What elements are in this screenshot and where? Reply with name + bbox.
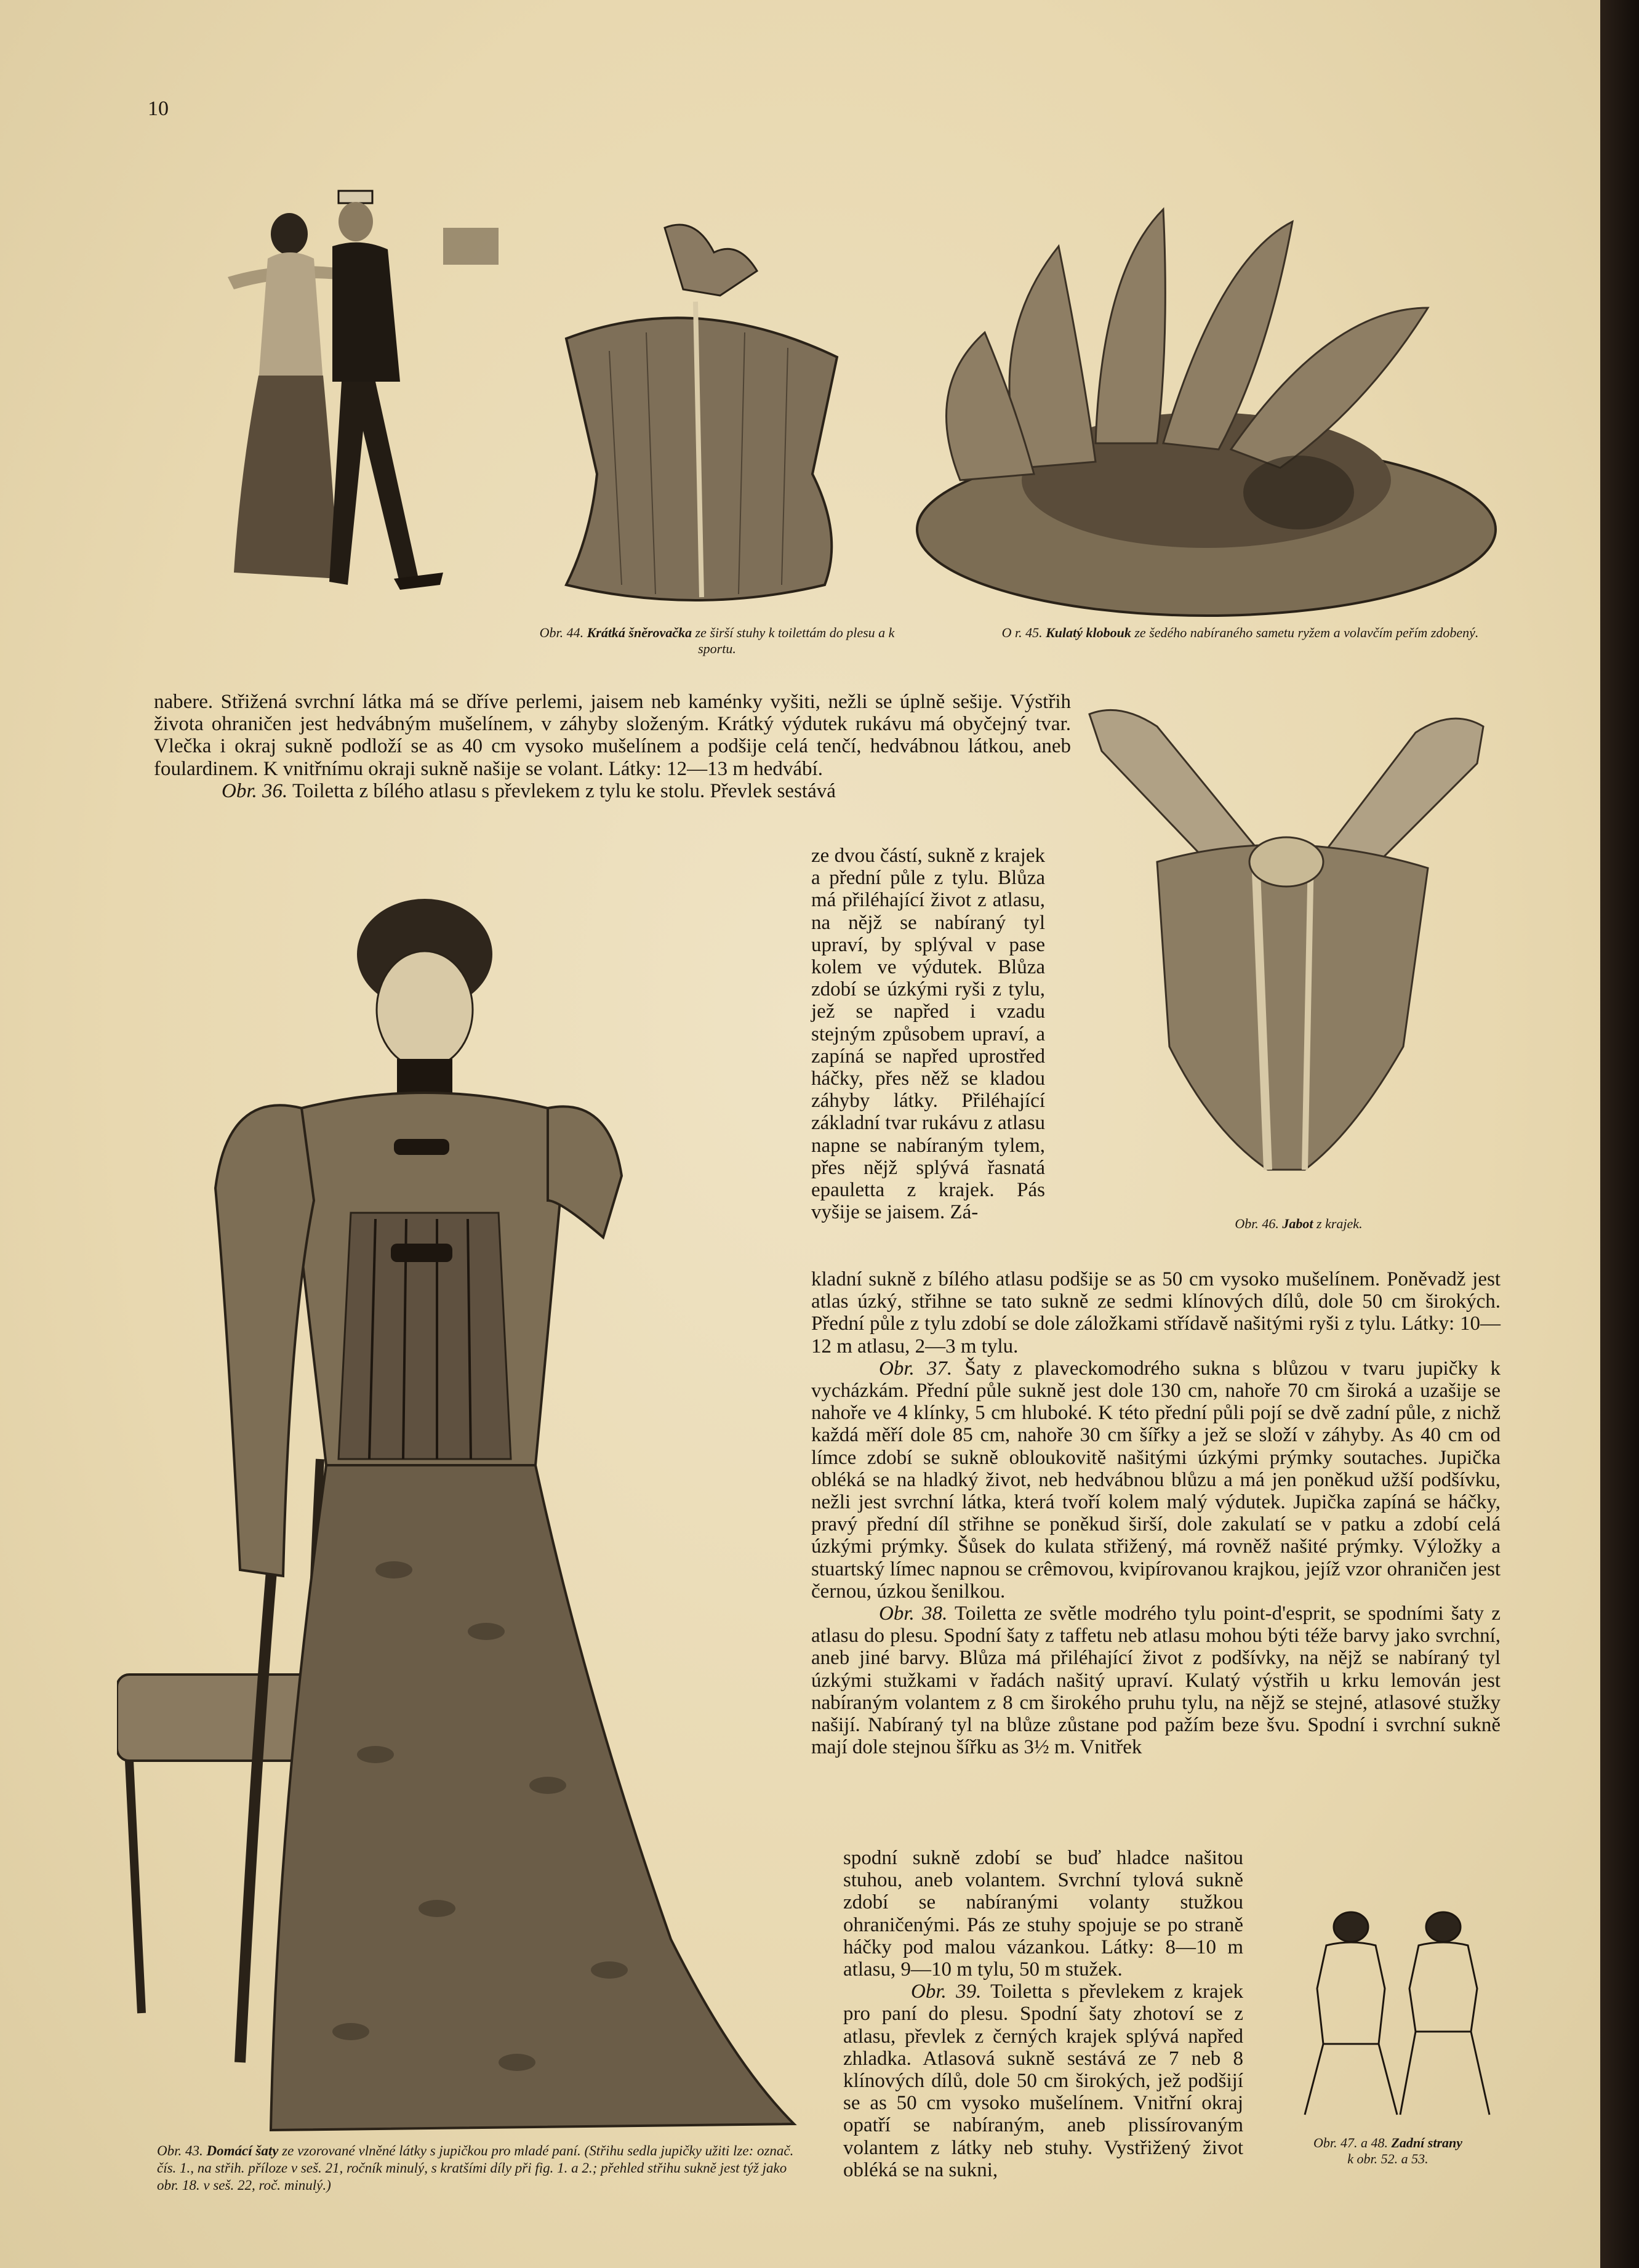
text-block-narrow (811, 845, 1045, 1223)
text-block-upper (154, 691, 1071, 802)
fig46-title: Jabot (1282, 1216, 1313, 1231)
paragraph-fig36-start (154, 780, 1071, 802)
house-dress-illustration (117, 893, 800, 2149)
text-block-lower-right (811, 1268, 1501, 1758)
caption-fig-44 (532, 625, 902, 657)
fig44-text: ze širší stuhy k toilettám do plesu a k sportu. (695, 625, 895, 656)
obr37-text: Šaty z plaveckomodrého sukna s blůzou v tvaru jupičky k vycházkám. Přední půle sukně jest dole 130 cm, nahoře 70 cm široká a uzašije se nahoře ve 4 klínky, 5 cm hluboké. K této přední půli pojí se dvě zadní půle, z nichž každá měří dole 85 cm, nahoře 30 cm šířky a jež se složí v záhyby. As 40 cm od límce zdobí se sukně obloukovitě našitými úzkými prýmky soutaches. Jupička obléká se na hladký život, neb hedvábnou blůzu a má jen poněkud užší podšívku, nežli jest svrchní látka, která tvoří kolem malý výdutek. Jupička zapíná se háčky, pravý přední díl střihne se poněkud širší, dole zakulatí se v patku a zdobí celá úzkými prýmky. Šůsek do kulata střižený, má rovněž našité prýmky. Výložky a stuartský límec napnou se crêmovou, kvipírovanou krajkou, jejíž vzor ohraničen jest černou, úzkou šenilkou. (811, 1357, 1501, 1602)
fig43-text: ze vzorované vlněné látky s jupičkou pro mladé paní. (Střihu sedla jupičky užiti lze: označ. čís. 1., na střih. příloze v seš. 21, ročník minulý, s kratšími díly při fig. 1. a 2.; přehled střihu sukně jest týž jako obr. 18. v seš. 22, roč. minulý.) (157, 2143, 794, 2193)
paragraph-fig38 (811, 1602, 1501, 1758)
dancing-couple-illustration (215, 179, 505, 609)
fig47-label: Obr. 47. a 48. (1313, 2135, 1388, 2150)
paragraph-fig38-end: spodní sukně zdobí se buď hladce našitou stuhou, aneb volantem. Svrchní tylová sukně zdobí se nabíranými volanty stužkou ohraničenými. Pás ze stuhy spojuje se po straně háčky pod malou vázankou. Látky: 8—10 m atlasu, 9—10 m tylu, 50 m stužek. (843, 1847, 1243, 1981)
caption-fig-43 (157, 2142, 809, 2194)
fig44-label: Obr. 44. (539, 625, 584, 640)
obr39-text: Toiletta s převlekem z krajek pro paní do plesu. Spodní šaty zhotoví se z atlasu, převlek z černých krajek splývá napřed zhladka. Atlasová sukně sestává ze 7 neb 8 klínových dílů, dole 50 cm širokých, jež podšijí se as 50 cm vysoko mušelínem. Vnitřní okraj opatří se nabíraným, aneb plissírovaným volantem z látky neb stuhy. Vystřižený život obléká se na sukni, (843, 1980, 1243, 2181)
obr36-first-line: Toiletta z bílého atlasu s převlekem z tylu ke stolu. Převlek sestává (292, 779, 836, 802)
fig45-title: Kulatý klobouk (1046, 625, 1131, 640)
caption-fig-45 (969, 625, 1511, 641)
fig45-label: O r. 45. (1001, 625, 1043, 640)
fig43-title: Domácí šaty (206, 2143, 279, 2158)
paragraph-fig37 (811, 1357, 1501, 1602)
page-number: 10 (148, 97, 169, 120)
text-block-lower-narrow (843, 1847, 1243, 2181)
jabot-illustration (1083, 702, 1489, 1176)
obr39-label: Obr. 39. (911, 1980, 982, 2003)
fig47-title: Zadní strany (1391, 2135, 1463, 2150)
fig47-text: k obr. 52. a 53. (1347, 2151, 1429, 2166)
obr38-text: Toiletta ze světle modrého tylu point-d'esprit, se spodními šaty z atlasu do plesu. Spodní šaty z taffetu neb atlasu mohou býti téže barvy jako svrchní, aneb jiné barvy. Blůza má přiléhající život z podšívky, na nějž se nabíraný tyl úzkými stužkami v řadách našitý upraví. Kulatý výstřih u krku lemován jest nabíraným volantem z 8 cm širokého pruhu tylu, na nějž se stejné, atlasové stužky našijí. Nabíraný tyl na blůze zůstane pod pažím beze švu. Spodní i svrchní sukně mají dole stejnou šířku as 3½ m. Vnitřek (811, 1602, 1501, 1759)
paragraph-fig35-end: nabere. Střižená svrchní látka má se dříve perlemi, jaisem neb kaménky vyšiti, nežli se úplně sešije. Výstřih života ohraničen jest hedvábným mušelínem, v záhyby složeným. Krátký výdutek rukávu má obyčejný tvar. Vlečka i okraj sukně podloží se as 40 cm vysoko mušelínem a podšije celá tenčí, hedvábnou látkou, aneb foulardinem. K vnitřnímu okraji sukně našije se volant. Látky: 12—13 m hedvábí. (154, 691, 1071, 780)
obr37-label: Obr. 37. (879, 1357, 953, 1380)
paragraph-fig36-cont: ze dvou částí, sukně z krajek a přední půle z tylu. Blůza má přiléhající život z atlasu, na nějž se nabíraný tyl upraví, by splýval v pase kolem ve výdutek. Blůza zdobí se úzkými ryši z tylu, jež se napřed i vzadu stejným způsobem upraví, a zapíná se napřed uprostřed háčky, přes něž se kladou záhyby látky. Přiléhající základní tvar rukávu z atlasu napne se nabíraným tylem, přes nějž splývá řasnatá epauletta z krajek. Pás vyšije se jaisem. Zá- (811, 845, 1045, 1224)
fig44-title: Krátká šněrovačka (587, 625, 692, 640)
fig46-text: z krajek. (1316, 1216, 1363, 1231)
fig43-label: Obr. 43. (157, 2143, 203, 2158)
obr38-label: Obr. 38. (879, 1602, 948, 1625)
back-views-illustration (1292, 1908, 1502, 2118)
caption-fig-46 (1169, 1216, 1428, 1232)
obr36-label: Obr. 36. (222, 779, 288, 802)
corset-illustration (554, 215, 843, 609)
caption-fig-47-48 (1259, 2135, 1517, 2167)
paragraph-fig39 (843, 1980, 1243, 2181)
book-spine-edge (1600, 0, 1639, 2268)
fig46-label: Obr. 46. (1235, 1216, 1279, 1231)
feathered-hat-illustration (899, 185, 1502, 628)
fig45-text: ze šedého nabíraného sametu ryžem a volavčím peřím zdobený. (1134, 625, 1479, 640)
paragraph-fig36-end: kladní sukně z bílého atlasu podšije se as 50 cm vysoko mušelínem. Poněvadž jest atlas úzký, střihne se tato sukně ze sedmi klínových dílů, dole 50 cm širokých. Přední půle z tylu zdobí se dole záložkami střídavě našitými ryši z tylu. Látky: 10—12 m atlasu, 2—3 m tylu. (811, 1268, 1501, 1357)
